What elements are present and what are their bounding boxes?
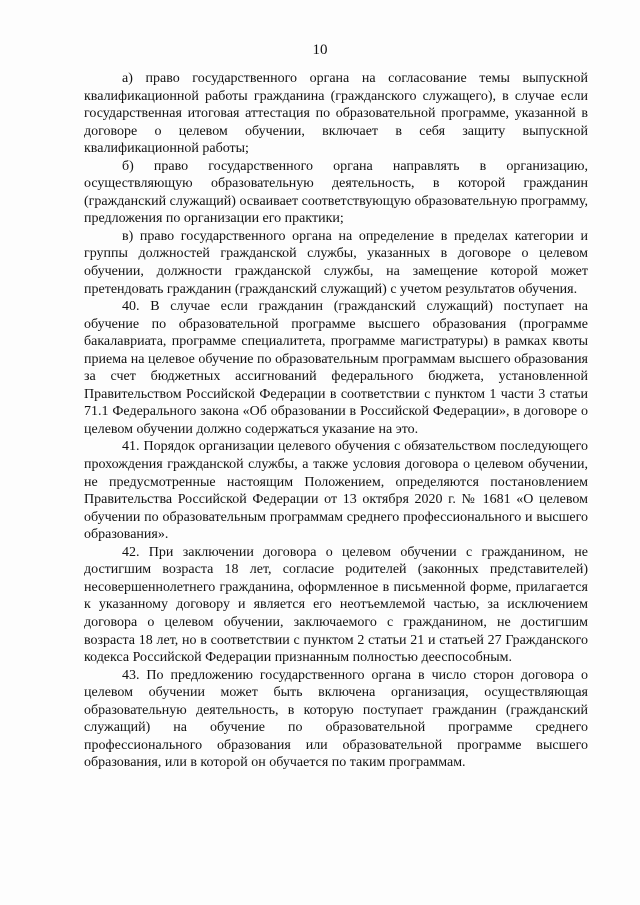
paragraph-b: б) право государственного органа направлять в организацию, осуществляющую образовательную деятельность, в которой гражданин (гражданский служащий) осваивает соответствующую образовательную программу, предложения по организации его практики; xyxy=(84,158,588,227)
paragraph-a: а) право государственного органа на согласование темы выпускной квалификационной работы гражданина (гражданского служащего), в случае если государственная итоговая аттестация по образовательной программе, указанной в договоре о целевом обучении, включает в себя защиту выпускной квалификационной работы; xyxy=(84,71,588,157)
document-body xyxy=(84,70,588,772)
paragraph-43: 43. По предложению государственного органа в число сторон договора о целевом обучении может быть включена организация, осуществляющая образовательную деятельность, в которую поступает гражданин (гражданский служащий) на обучение по образовательной программе среднего профессионального образования или образовательной программе высшего образования, или в которой он обучается по таким программам. xyxy=(84,667,588,771)
paragraph-v: в) право государственного органа на определение в пределах категории и группы должностей гражданской службы, указанных в договоре о целевом обучении, должности гражданской службы, на замещение которой может претендовать гражданин (гражданский служащий) с учетом результатов обучения. xyxy=(84,228,588,297)
paragraph-40: 40. В случае если гражданин (гражданский служащий) поступает на обучение по образовательной программе высшего образования (программе бакалавриата, программе специалитета, программе магистратуры) в рамках квоты приема на целевое обучение по образовательным программам высшего образования за счет бюджетных ассигнований федерального бюджета, установленной Правительством Российской Федерации в соответствии с пунктом 1 части 3 статьи 71.1 Федерального закона «Об образовании в Российской Федерации», в договоре о целевом обучении должно содержаться указание на это. xyxy=(84,299,588,437)
page-number: 10 xyxy=(312,42,328,58)
paragraph-41: 41. Порядок организации целевого обучения с обязательством последующего прохождения гражданской службы, а также условия договора о целевом обучении, не предусмотренные настоящим Положением, определяются постановлением Правительства Российской Федерации от 13 октября 2020 г. № 1681 «О целевом обучении по образовательным программам среднего профессионального и высшего образования». xyxy=(84,439,588,543)
paragraph-42: 42. При заключении договора о целевом обучении с гражданином, не достигшим возраста 18 лет, согласие родителей (законных представителей) несовершеннолетнего гражданина, оформленное в письменной форме, прилагается к указанному договору и является его неотъемлемой частью, за исключением договора о целевом обучении, заключаемого с гражданином, не достигшим возраста 18 лет, но в соответствии с пунктом 2 статьи 21 и статьей 27 Гражданского кодекса Российской Федерации признанным полностью дееспособным. xyxy=(84,544,588,666)
